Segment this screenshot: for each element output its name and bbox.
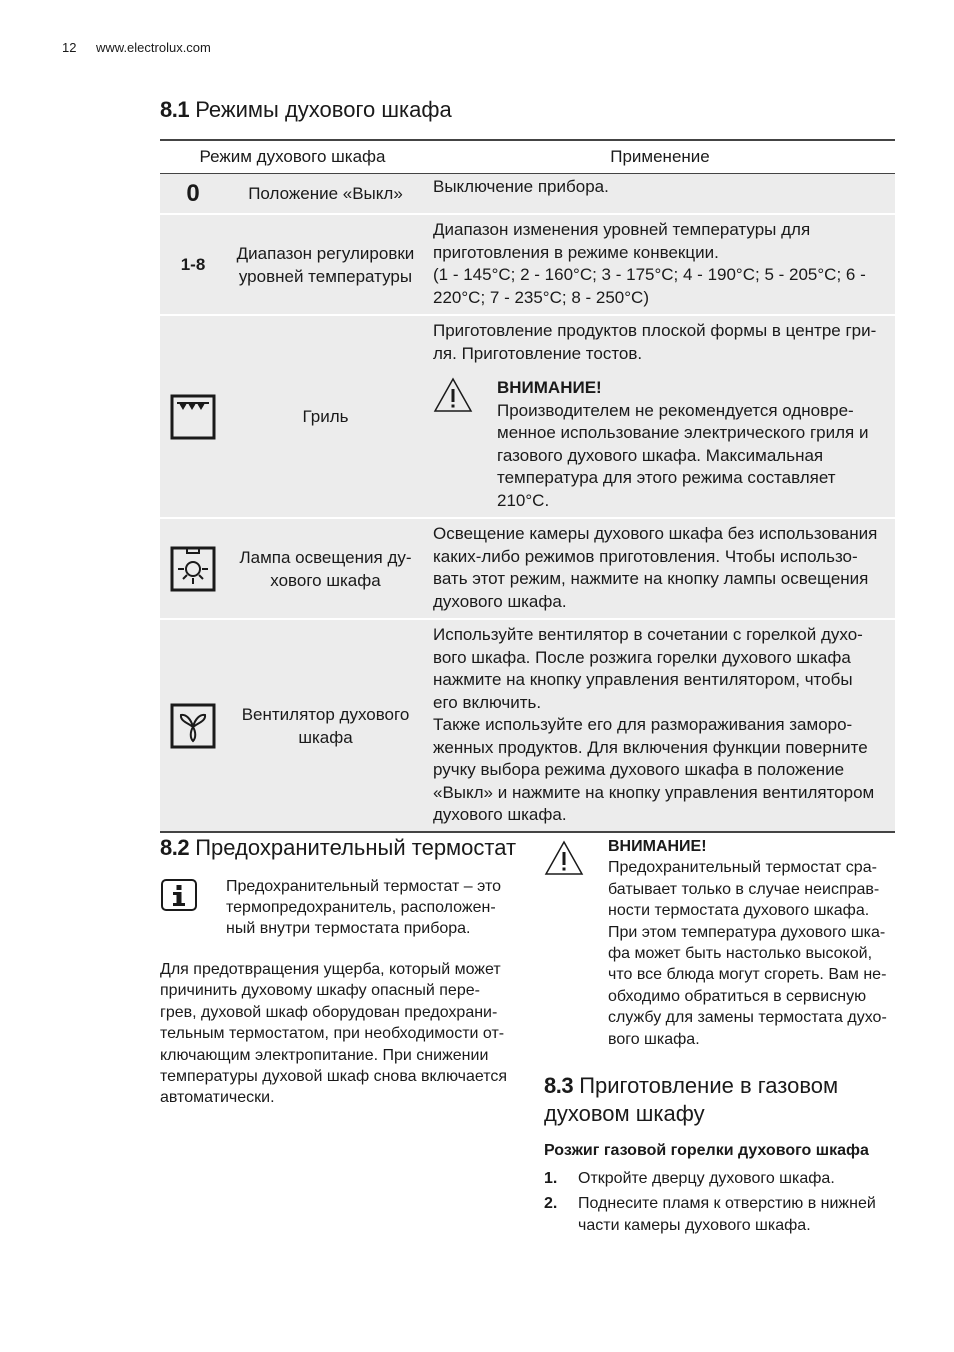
grill-icon [160,316,226,517]
section-title-text: Предохранительный термостат [195,835,517,860]
mode-name: Лампа освещения ду- хового шкафа [239,547,412,590]
oven-lamp-icon [160,519,226,618]
mode-name: Вентилятор духового шкафа [241,704,410,747]
table-row [160,519,895,620]
table-row [160,620,895,833]
column-header-application: Применение [610,147,710,166]
fan-icon [160,620,226,831]
range-symbol: 1-8 [180,254,206,274]
table-row [160,316,895,519]
oven-modes-table [160,139,895,833]
subsection-title: Розжиг газовой горелки духового шкафа [544,1142,869,1159]
off-symbol: 0 [186,179,200,207]
info-note: Предохранительный термостат – это термопредохранитель, расположен- ный внутри термостата прибора. [226,878,501,937]
warning-title: ВНИМАНИЕ! [497,378,602,397]
section-number: 8.2 [160,835,190,860]
section-title-8-1 [160,97,452,123]
warning-block: ВНИМАНИЕ! Предохранительный термостат сра- батывает только в случае неиспрaв- ности термостата духового шкафа. При этом температура духового шка- фа может быть настолько высокой, что все блюда могут сгореть. Вам не- обходимо обратиться в сервисную службу для замены термостата духо- вого шкафа. [608,836,898,1050]
warning-title: ВНИМАНИЕ! [608,838,707,855]
page-number: 12 [62,40,77,55]
section-number: 8.3 [544,1073,574,1098]
mode-application: Освещение камеры духового шкафа без использования каких-либо режимов приготовления. Чтобы использо- вать этот режим, нажмите на кнопку лампы освещения духового шкафа. [433,524,878,611]
section-title-8-3: 8.3 Приготовление в газовом духовом шкафу [544,1073,839,1126]
table-row [160,215,895,316]
mode-application: Приготовление продуктов плоской формы в центре гри- ля. Приготовление тостов. ВНИМАНИЕ! Производителем не рекомендуется одновре- менное использование электрического гриля и газового духового шкафа. Максимальная температура для этого режима составляет 210°C. [425,316,895,517]
site-url: www.electrolux.com [96,40,211,55]
mode-application: Используйте вентилятор в сочетании с горелкой духо- вого шкафа. После розжига горелки духового шкафа нажмите на кнопку управления вентилятором, чтобы его включить. Также используйте его для размораживания заморо- женных продуктов. Для включения функции поверните ручку выбора режима духового шкафа в положение «Выкл» и нажмите на кнопку управления вентилятором духового шкафа. [433,625,875,824]
steps-list [544,1168,894,1240]
mode-name: Гриль [302,407,349,426]
table-header [160,139,895,174]
section-title-8-2 [160,835,516,861]
section-number: 8.1 [160,97,190,122]
section-paragraph: Для предотвращения ущерба, который может причинить духовому шкафу опасный пере- грев, духовой шкаф оборудован предохрани- тельным термостатом, при необходимости от- ключающим электропитание. При снижении температуры духовой шкаф снова включается автоматически. [160,961,508,1107]
mode-application: Диапазон изменения уровней температуры для приготовления в режиме конвекции. (1 - 145°C; 2 - 160°C; 3 - 175°C; 4 - 190°C; 5 - 205°C; 6 - 220°C; 7 - 235°C; 8 - 250°C) [433,220,866,307]
mode-application: Выключение прибора. [433,177,609,196]
list-item: 2. Поднесите пламя к отверстию в нижней части камеры духового шкафа. [544,1195,876,1234]
mode-name: Положение «Выкл» [248,184,403,203]
list-item: 1. Откройте дверцу духового шкафа. [544,1170,835,1187]
info-icon [160,878,198,917]
warning-icon [544,840,584,881]
table-row [160,174,895,215]
section-title-text: Режимы духового шкафа [195,97,452,122]
mode-name: Диапазон регулировки уровней температуры [236,243,415,286]
column-header-mode: Режим духового шкафа [199,147,386,166]
warning-block: ВНИМАНИЕ! Производителем не рекомендуется одновре- менное использование электрического гриля и газового духового шкафа. Максимальная температура для этого режима составляет 210°C. [433,377,881,512]
warning-icon [433,377,497,512]
